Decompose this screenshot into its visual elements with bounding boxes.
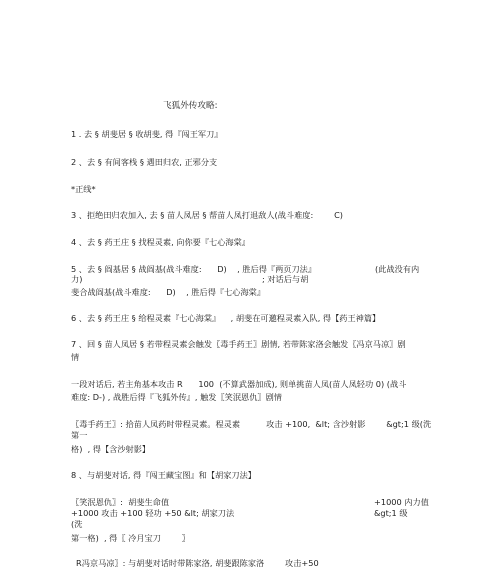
doc-line: &gt;1 级: [374, 508, 408, 518]
doc-line: 一段对话后, 若主角基本攻击 R 100 (不算武器加成), 则单挑苗人凤(苗人凤轻功 0) (战斗: [71, 379, 407, 389]
doc-line: 6 、去 § 药王庄 § 给程灵素『七心海棠』 , 胡斐在可邀程灵素入队, 得【药王神篇】: [71, 313, 381, 323]
doc-line: 格) , 得【含沙射影】: [71, 444, 151, 454]
doc-line: 8 、与胡斐对话, 得『闯王藏宝图』和【胡家刀法】: [71, 470, 256, 480]
doc-line: *正线*: [71, 184, 96, 194]
doc-line: 3 、拒绝田归农加入, 去 § 苗人凤居 § 帮苗人凤打退敌人(战斗难度: C): [71, 210, 343, 220]
doc-line: R冯京马凉〗: 与胡斐对话时带陈家洛, 胡斐跟陈家洛 攻击+50: [76, 558, 319, 568]
doc-line: 〖笑泯恩仇〗: 胡斐生命值: [71, 497, 170, 507]
doc-line: 〖毒手药王〗: 拾苗人凤药时带程灵素。程灵素 攻击 +100, &lt; 含沙射影 &gt;1 级(洗: [71, 419, 432, 429]
doc-line: 7 、回 § 苗人凤居 § 若带程灵素会触发〖毒手药王〗剧情, 若带陈家洛会触发〖冯京马凉〗剧: [71, 339, 406, 349]
doc-line: 5 、去 § 阎基居 § 战阎基(战斗难度: D) , 胜后得『两页刀法』: [71, 264, 317, 274]
doc-line: 斐合战阎基(战斗难度: D) , 胜后得『七心海棠』: [71, 287, 266, 297]
doc-line: 情: [71, 352, 80, 362]
doc-title: 飞狐外传攻略:: [163, 101, 218, 111]
doc-line: (此战没有内: [375, 264, 420, 274]
doc-line: +1000 攻击 +100 轻功 +50 &lt; 胡家刀法: [71, 508, 235, 518]
doc-line: 难度: D-) , 战胜后得『飞狐外传』, 触发〖笑泯恩仇〗剧情: [71, 392, 282, 402]
doc-line: 4 、去 § 药王庄 § 找程灵素, 向你要『七心海棠』: [71, 237, 250, 247]
doc-line: +1000 内力值: [374, 497, 429, 507]
doc-line: 2 、去 § 有间客栈 § 遇田归农, 正邪分支: [71, 157, 218, 167]
doc-line: (洗: [71, 519, 83, 529]
doc-line: 力): [71, 274, 83, 284]
doc-line: 1 . 去 § 胡斐居 § 收胡斐, 得『闯王军刀』: [71, 129, 223, 139]
doc-line: ; 对话后与胡: [262, 274, 309, 284]
doc-line: 第一: [71, 430, 88, 440]
doc-line: 第一格) , 得〖 冷月宝刀 〗: [71, 533, 190, 543]
